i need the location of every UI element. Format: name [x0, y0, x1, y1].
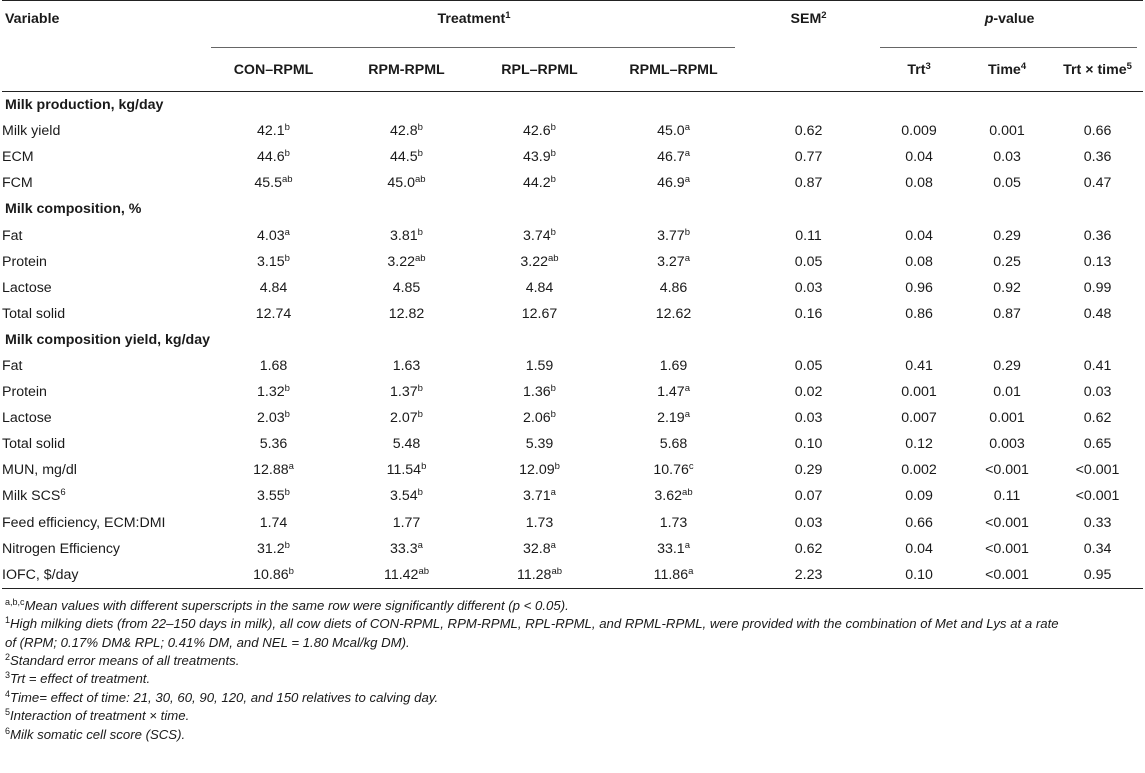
treatment-value-cell: 1.77: [392, 514, 421, 531]
sem-cell: 0.16: [794, 305, 823, 322]
footnote: [5, 597, 1143, 615]
treatment-value-cell: 32.8$^a$: [523, 539, 556, 557]
interaction-pvalue-cell: 0.33: [1083, 514, 1112, 531]
time-pvalue-cell: 0.05: [993, 175, 1021, 192]
row-label: Total solid: [2, 305, 66, 322]
footnote-text: Time= effect of time: 21, 30, 60, 90, 120, and 150 relatives to calving day.: [10, 689, 439, 705]
row-label: IOFC, $/day: [2, 562, 207, 589]
trt-pvalue-cell: 0.04: [905, 540, 933, 557]
treatment-value-cell: 12.62: [655, 305, 692, 322]
trt-pvalue-cell: 0.86: [905, 305, 933, 322]
table-row: [2, 562, 1143, 589]
time-pvalue-cell: 0.001: [989, 123, 1025, 140]
treatment-value-cell: 11.42$^{ab}$: [340, 562, 473, 589]
row-label: ECM: [2, 149, 34, 166]
treatment-value-cell: 1.68: [259, 357, 288, 374]
row-label: Fat: [2, 227, 23, 244]
treatment-value-cell: 11.54$^b$: [386, 461, 427, 479]
row-label: Nitrogen Efficiency: [2, 540, 121, 557]
time-pvalue-cell: 0.11: [993, 488, 1021, 505]
treatment-value-cell: 42.1$^b$: [257, 122, 290, 140]
treatment-value-cell: 12.74: [255, 305, 292, 322]
treatment-value-cell: 11.86$^a$: [606, 562, 741, 589]
trt-pvalue-cell: 0.08: [905, 175, 933, 192]
treatment-value-cell: 3.22$^{ab}$: [387, 252, 426, 270]
footnote-text: Interaction of treatment × time.: [10, 708, 190, 724]
table-row: [2, 457, 1143, 483]
treatment-value-cell: 43.9$^b$: [523, 148, 556, 166]
group-header-con: CON–RPML: [207, 49, 340, 92]
treatment-value-cell: 46.9$^a$: [657, 174, 690, 192]
treatment-value-cell: 1.63: [392, 357, 421, 374]
header-row-1: [2, 1, 1143, 50]
time-pvalue-cell: <0.001: [985, 462, 1029, 479]
time-pvalue-cell: 0.03: [993, 149, 1021, 166]
treatment-value-cell: 46.7$^a$: [657, 148, 690, 166]
footnote: [5, 726, 1143, 744]
row-label: FCM: [2, 175, 33, 192]
table-row: [2, 301, 1143, 327]
sem-cell: 0.10: [794, 436, 823, 453]
footnote-marker: 1: [5, 615, 11, 626]
trt-pvalue-cell: 0.001: [901, 384, 937, 401]
time-pvalue-cell: 0.25: [993, 253, 1021, 270]
trt-pvalue-cell: 0.09: [905, 488, 933, 505]
interaction-pvalue-cell: 0.36: [1083, 149, 1112, 166]
treatment-value-cell: 3.81$^b$: [390, 226, 423, 244]
section-title: Milk production, kg/day: [5, 97, 164, 114]
treatment-value-cell: 1.47$^a$: [657, 383, 690, 401]
time-pvalue-cell: 0.003: [989, 436, 1025, 453]
sem-cell: 0.07: [794, 488, 823, 505]
row-label: Lactose: [2, 410, 52, 427]
footnote-marker: 5: [5, 707, 11, 718]
table-body: [2, 92, 1143, 589]
treatment-value-cell: 3.54$^b$: [390, 487, 423, 505]
results-table: [2, 0, 1143, 589]
treatment-value-cell: 2.19$^a$: [657, 409, 690, 427]
interaction-pvalue-cell: 0.13: [1083, 253, 1112, 270]
treatment-value-cell: 11.28$^{ab}$: [473, 562, 606, 589]
section-title: Milk composition, %: [5, 201, 142, 218]
footnote-marker: 4: [5, 688, 11, 699]
treatment-value-cell: 1.36$^b$: [523, 383, 556, 401]
table-row: [2, 118, 1143, 144]
table-row: [2, 405, 1143, 431]
treatment-value-cell: 1.32$^b$: [257, 383, 290, 401]
footnote-marker: 3: [5, 670, 11, 681]
sem-cell: 2.23: [741, 562, 876, 589]
sem-cell: 0.03: [794, 279, 823, 296]
trt-pvalue-cell: 0.41: [905, 357, 933, 374]
table-row: [2, 249, 1143, 275]
treatment-value-cell: 2.03$^b$: [257, 409, 290, 427]
footnotes: [2, 597, 1143, 744]
footnote: [5, 670, 1143, 688]
table-row: [2, 510, 1143, 536]
treatment-value-cell: 12.88$^a$: [253, 461, 294, 479]
interaction-pvalue-cell: 0.99: [1083, 279, 1112, 296]
treatment-value-cell: 3.27$^a$: [657, 252, 690, 270]
interaction-pvalue-cell: <0.001: [1075, 462, 1120, 479]
time-pvalue-cell: 0.29: [993, 227, 1021, 244]
treatment-value-cell: 45.5$^{ab}$: [254, 174, 293, 192]
table-row: [2, 275, 1143, 301]
footnote-marker: 6: [5, 725, 11, 736]
treatment-value-cell: 1.69: [659, 357, 688, 374]
section-header-row: [2, 196, 1143, 222]
group-header-rpl: RPL–RPML: [473, 49, 606, 92]
group-header-rpml: RPML–RPML: [606, 49, 741, 92]
footnote-text: of (RPM; 0.17% DM& RPL; 0.41% DM, and NEL = 1.80 Mcal/kg DM).: [5, 634, 410, 650]
treatment-value-cell: 45.0$^a$: [657, 122, 690, 140]
trt-pvalue-cell: 0.12: [905, 436, 933, 453]
time-pvalue-cell: <0.001: [962, 562, 1052, 589]
trt-pvalue-cell: 0.04: [905, 149, 933, 166]
footnote: [5, 634, 1143, 652]
treatment-value-cell: 44.2$^b$: [523, 174, 556, 192]
time-pvalue-cell: 0.92: [993, 279, 1021, 296]
treatment-value-cell: 45.0$^{ab}$: [387, 174, 426, 192]
section-header-row: [2, 92, 1143, 119]
blank-header: [741, 49, 876, 92]
table-row: [2, 222, 1143, 248]
time-pvalue-cell: <0.001: [985, 540, 1029, 557]
interaction-pvalue-cell: 0.34: [1083, 540, 1112, 557]
treatment-value-cell: 42.8$^b$: [390, 122, 423, 140]
interaction-pvalue-cell: 0.47: [1083, 175, 1112, 192]
interaction-pvalue-cell: 0.65: [1083, 436, 1112, 453]
treatment-value-cell: 4.03$^a$: [257, 226, 290, 244]
footnote-text: Milk somatic cell score (SCS).: [10, 726, 186, 742]
treatment-value-cell: 3.55$^b$: [257, 487, 290, 505]
treatment-value-cell: 12.09$^b$: [519, 461, 560, 479]
row-label: Lactose: [2, 279, 52, 296]
treatment-value-cell: 12.82: [388, 305, 425, 322]
interaction-pvalue-cell: 0.48: [1083, 305, 1112, 322]
treatment-value-cell: 5.48: [392, 436, 421, 453]
trt-pvalue-cell: 0.002: [901, 462, 937, 479]
sem-cell: 0.11: [795, 227, 822, 244]
row-label: Milk SCS$^6$: [2, 487, 66, 505]
sem-header: SEM$^2$: [790, 10, 827, 27]
trt-header: Trt$^3$: [876, 49, 962, 92]
treatment-value-cell: 4.85: [392, 279, 421, 296]
treatment-value-cell: 10.76$^c$: [653, 461, 694, 479]
table-row: [2, 353, 1143, 379]
time-pvalue-cell: 0.87: [993, 305, 1021, 322]
table-row: [2, 483, 1143, 509]
treatment-value-cell: 2.07$^b$: [390, 409, 423, 427]
sem-cell: 0.29: [794, 462, 823, 479]
treatment-value-cell: 3.77$^b$: [657, 226, 690, 244]
treatment-value-cell: 44.6$^b$: [257, 148, 290, 166]
sem-cell: 0.87: [794, 175, 823, 192]
treatment-value-cell: 2.06$^b$: [523, 409, 556, 427]
trt-time-header: Trt × time$^5$: [1052, 49, 1143, 92]
treatment-value-cell: 3.15$^b$: [257, 252, 290, 270]
sem-cell: 0.03: [794, 514, 823, 531]
footnote-text: Trt = effect of treatment.: [10, 671, 151, 687]
footnote-text: Standard error means of all treatments.: [10, 653, 240, 668]
group-header-rpm: RPM-RPML: [340, 49, 473, 92]
trt-pvalue-cell: 0.10: [876, 562, 962, 589]
footnote-marker: 2: [5, 652, 11, 662]
trt-pvalue-cell: 0.007: [901, 410, 937, 427]
interaction-pvalue-cell: 0.36: [1083, 227, 1112, 244]
treatment-value-cell: 4.84: [525, 279, 554, 296]
footnote-text: Mean values with different superscripts in the same row were significantly different (p < 0.05).: [24, 597, 569, 613]
treatment-value-cell: 12.67: [521, 305, 558, 322]
footnote: [5, 707, 1143, 725]
table-row: [2, 144, 1143, 170]
trt-pvalue-cell: 0.04: [905, 227, 933, 244]
row-label: MUN, mg/dl: [2, 462, 77, 479]
time-pvalue-cell: 0.001: [989, 410, 1025, 427]
interaction-pvalue-cell: 0.62: [1083, 410, 1112, 427]
trt-pvalue-cell: 0.66: [905, 514, 933, 531]
trt-pvalue-cell: 0.96: [905, 279, 933, 296]
sem-cell: 0.03: [794, 410, 823, 427]
treatment-value-cell: 44.5$^b$: [390, 148, 423, 166]
time-pvalue-cell: <0.001: [985, 514, 1029, 531]
interaction-pvalue-cell: 0.41: [1083, 357, 1112, 374]
section-header-row: [2, 327, 1143, 353]
footnote-marker: a,b,c: [5, 596, 25, 607]
sem-cell: 0.05: [794, 357, 823, 374]
variable-header: Variable: [5, 11, 60, 27]
treatment-value-cell: 3.62$^{ab}$: [654, 487, 693, 505]
table-row: [2, 379, 1143, 405]
treatment-value-cell: 42.6$^b$: [523, 122, 556, 140]
treatment-value-cell: 5.39: [525, 436, 554, 453]
footnote: [5, 652, 1143, 670]
interaction-pvalue-cell: 0.03: [1083, 384, 1112, 401]
treatment-value-cell: 5.68: [659, 436, 688, 453]
sem-cell: 0.05: [794, 253, 823, 270]
row-label: Protein: [2, 253, 47, 270]
treatment-value-cell: 5.36: [259, 436, 288, 453]
table-row: [2, 170, 1143, 196]
treatment-value-cell: 33.1$^a$: [657, 539, 690, 557]
row-label: Fat: [2, 357, 23, 374]
treatment-value-cell: 1.73: [659, 514, 688, 531]
treatment-value-cell: 10.86$^b$: [207, 562, 340, 589]
trt-pvalue-cell: 0.08: [905, 253, 933, 270]
footnote-text: High milking diets (from 22–150 days in milk), all cow diets of CON-RPML, RPM-RPML, RPL-RPML, and RPML-RPML, were provided with the combination of Met and Lys at a rate: [10, 616, 1059, 632]
footnote: [5, 689, 1143, 707]
blank-header: [2, 49, 207, 92]
treatment-value-cell: 3.71$^a$: [523, 487, 556, 505]
treatment-value-cell: 31.2$^b$: [257, 539, 290, 557]
treatment-value-cell: 3.22$^{ab}$: [520, 252, 559, 270]
time-header: Time$^4$: [962, 49, 1052, 92]
section-title: Milk composition yield, kg/day: [5, 331, 210, 348]
treatment-value-cell: 3.74$^b$: [523, 226, 556, 244]
treatment-value-cell: 33.3$^a$: [390, 539, 423, 557]
treatment-value-cell: 1.37$^b$: [390, 383, 423, 401]
header-row-2: [2, 49, 1143, 92]
row-label: Feed efficiency, ECM:DMI: [2, 514, 166, 531]
sem-cell: 0.02: [794, 384, 823, 401]
time-pvalue-cell: 0.01: [993, 384, 1021, 401]
time-pvalue-cell: 0.29: [993, 357, 1021, 374]
treatment-value-cell: 1.74: [259, 514, 288, 531]
interaction-pvalue-cell: <0.001: [1075, 488, 1120, 505]
table-row: [2, 431, 1143, 457]
treatment-value-cell: 4.86: [659, 279, 688, 296]
treatment-header: Treatment$^1$: [207, 1, 741, 50]
pvalue-header: p-value: [876, 1, 1143, 50]
treatment-value-cell: 1.73: [525, 514, 554, 531]
row-label: Protein: [2, 384, 47, 401]
treatment-value-cell: 1.59: [525, 357, 554, 374]
row-label: Total solid: [2, 436, 66, 453]
row-label: Milk yield: [2, 123, 61, 140]
trt-pvalue-cell: 0.009: [901, 123, 937, 140]
interaction-pvalue-cell: 0.66: [1083, 123, 1112, 140]
footnote: [5, 615, 1143, 633]
sem-cell: 0.77: [794, 149, 823, 166]
sem-cell: 0.62: [794, 123, 823, 140]
interaction-pvalue-cell: 0.95: [1052, 562, 1143, 589]
sem-cell: 0.62: [794, 540, 823, 557]
treatment-value-cell: 4.84: [259, 279, 288, 296]
table-row: [2, 536, 1143, 562]
